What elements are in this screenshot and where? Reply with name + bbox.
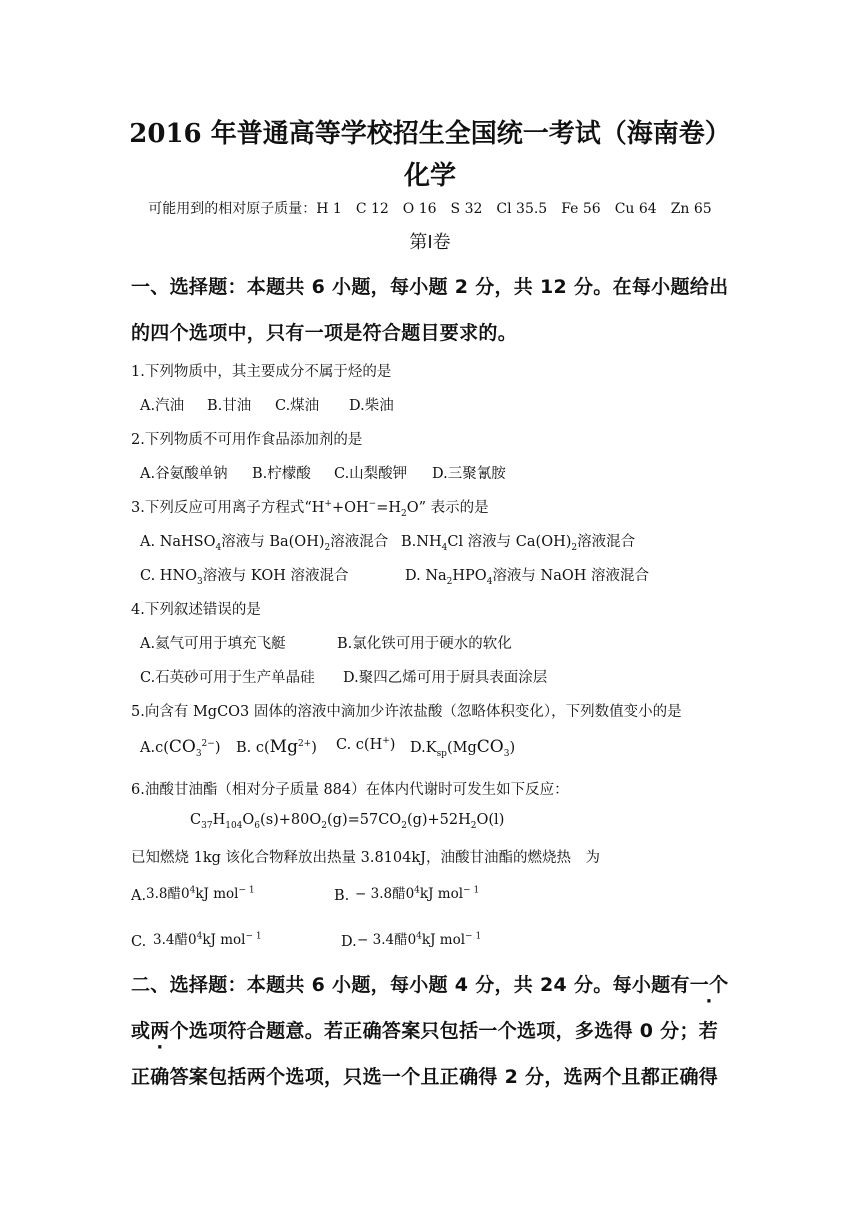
q6-option-a-label: A.: [131, 888, 147, 904]
q2-option-c: C.山梨酸钾: [334, 466, 408, 482]
q4-option-b: B.氯化铁可用于硬水的软化: [337, 636, 512, 652]
q4-stem: 4.下列叙述错误的是: [131, 602, 261, 618]
q4-option-d: D.聚四乙烯可用于厨具表面涂层: [343, 670, 548, 686]
q3-option-d: D. $Na_2HPO_4$溶液与 NaOH 溶液混合: [405, 568, 650, 587]
emphasis-dotted-text: 或两个: [131, 1020, 189, 1042]
exam-title: 2016 年普通高等学校招生全国统一考试（海南卷）: [129, 119, 731, 149]
q6-option-c-value: 3.4醋$0^4kJ$ mol$^{- 1}$: [153, 931, 262, 948]
q1-option-a: A.汽油: [140, 398, 185, 414]
q3-stem: 3.下列反应可用离子方程式“$H^++OH^-=H_2O$” 表示的是: [131, 499, 489, 519]
q2-stem: 2.下列物质不可用作食品添加剂的是: [131, 432, 363, 448]
q4-option-a: A.氦气可用于填充飞艇: [140, 636, 286, 652]
q6-option-c-label: C.: [131, 934, 147, 950]
q6-equation: $C_{37}H_{104}O_6(s)+80O_2(g)=57CO_2(g)+52H_2O(l)$: [190, 812, 505, 831]
section2-heading-line2: 或两个选项符合题意。若正确答案只包括一个选项，多选得 0 分；若: [131, 1020, 719, 1042]
q3-option-c: C. $HNO_3$溶液与 KOH 溶液混合: [140, 568, 349, 587]
q6-option-a-value: 3.8醋$0^4kJ$ mol$^{- 1}$: [146, 885, 255, 902]
q6-option-d-label: D.: [341, 934, 357, 950]
q6-known: 已知燃烧 1kg 该化合物释放出热量 3.8104kJ，油酸甘油酯的燃烧热 为: [131, 850, 600, 866]
q2-option-d: D.三聚氰胺: [432, 466, 506, 482]
section1-heading-line1: 一、选择题：本题共 6 小题，每小题 2 分，共 12 分。在每小题给出: [131, 276, 729, 298]
section2-heading-line3: 正确答案包括两个选项，只选一个且正确得 2 分，选两个且都正确得: [131, 1066, 719, 1088]
q3-option-b: $B.NH_4Cl$ 溶液与 $Ca(OH)_2$溶液混合: [401, 534, 636, 553]
section1-heading-line2: 的四个选项中，只有一项是符合题目要求的。: [131, 322, 518, 344]
q5-option-a: $A.c(CO_3^{2-})$: [140, 737, 221, 759]
q6-option-b-label: B.: [334, 888, 350, 904]
q6-option-d-value: − 3.4醋$0^4kJ$ mol$^{- 1}$: [357, 931, 482, 948]
atomic-masses: 可能用到的相对原子质量：H 1 C 12 O 16 S 32 Cl 35.5 Fe 56 Cu 64 Zn 65: [148, 201, 712, 217]
q1-option-b: B.甘油: [207, 398, 252, 414]
q3-option-a: A. NaHSO$_4$溶液与 $Ba(OH)_2$溶液混合: [140, 534, 389, 553]
emphasis-dotted-text: 一个: [689, 974, 729, 996]
q6-stem: 6.油酸甘油酯（相对分子质量 884）在体内代谢时可发生如下反应：: [131, 782, 569, 798]
subject-title: 化学: [403, 161, 456, 191]
q1-option-c: C.煤油: [275, 398, 320, 414]
q5-option-b: B. $c(Mg^{2+})$: [236, 737, 317, 757]
q6-option-b-value: − 3.8醋$0^4kJ$ mol$^{- 1}$: [355, 885, 480, 902]
section2-heading-line1: 二、选择题：本题共 6 小题，每小题 4 分，共 24 分。每小题有一个: [131, 974, 729, 996]
q2-option-a: A.谷氨酸单钠: [140, 466, 228, 482]
q5-stem: 5.向含有 MgCO3 固体的溶液中滴加少许浓盐酸（忽略体积变化），下列数值变小的是: [131, 704, 682, 720]
q2-option-b: B.柠檬酸: [252, 466, 311, 482]
q4-option-c: C.石英砂可用于生产单晶硅: [140, 670, 315, 686]
q1-stem: 1.下列物质中，其主要成分不属于烃的是: [131, 364, 392, 380]
volume-label: 第Ⅰ卷: [409, 232, 451, 253]
q1-option-d: D.柴油: [349, 398, 394, 414]
q5-option-c: C. c(H+): [336, 736, 396, 753]
q5-option-d: $D.K_{sp}(MgCO_3)$: [410, 737, 516, 759]
